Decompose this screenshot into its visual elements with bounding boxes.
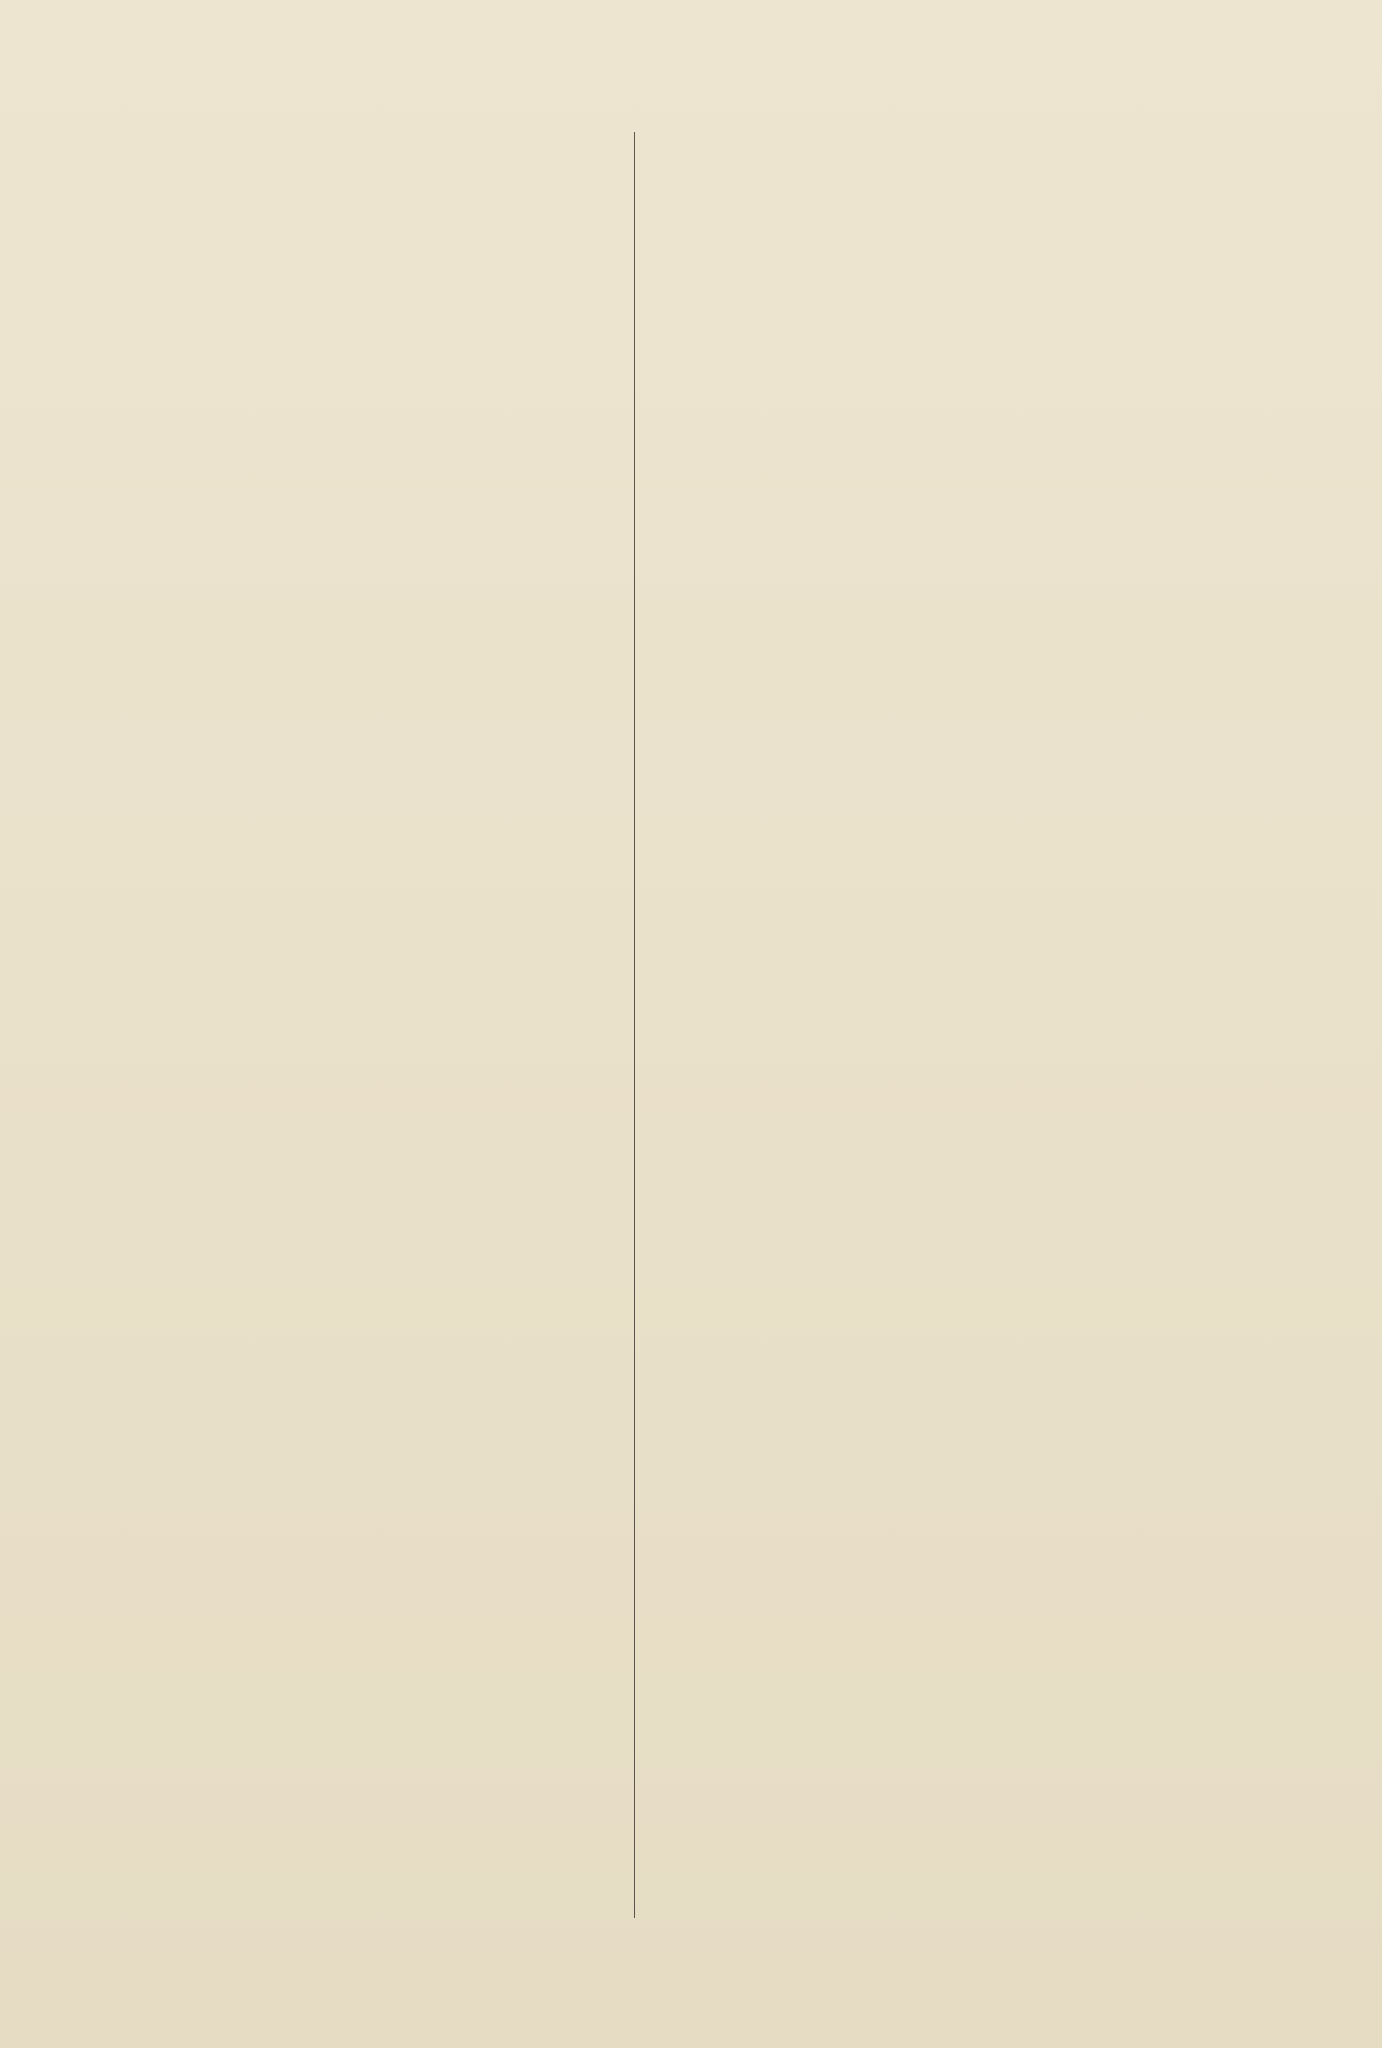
right-column	[645, 140, 1145, 148]
column-divider	[634, 132, 635, 1918]
